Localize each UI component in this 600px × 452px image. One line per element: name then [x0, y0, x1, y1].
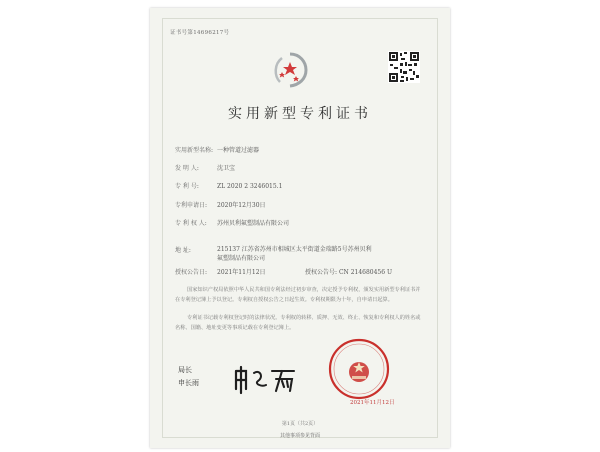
field-value: 2021年11月12日 — [217, 269, 266, 276]
patentee-field — [175, 218, 289, 227]
certificate-paragraph-1: 国家知识产权局依照中华人民共和国专利法经过初步审查，决定授予专利权，颁发实用新型专利证书并在专利登记簿上予以登记。专利权自授权公告之日起生效。专利权期限为十年，自申请日起算。 — [175, 287, 421, 303]
patent-number-field — [175, 181, 282, 190]
field-value: CN 214680456 U — [338, 269, 393, 276]
certificate-sheet — [150, 8, 450, 448]
field-label: 专 利 号: — [175, 183, 199, 190]
field-value: 2020年12月30日 — [217, 202, 266, 209]
grant-number-field — [305, 267, 392, 276]
certificate-title: 实用新型专利证书 — [228, 106, 372, 122]
field-value: ZL 2020 2 3246015.1 — [217, 183, 283, 190]
director-label: 局长 — [178, 366, 192, 374]
certificate-paragraph-2: 专利证书记载专利权登记时的法律状况。专利权的转移、质押、无效、终止、恢复和专利权人的姓名或名称、国籍、地址变更等事项记载在专利登记簿上。 — [175, 315, 421, 331]
official-seal — [328, 338, 390, 400]
field-label: 实用新型名称: — [175, 147, 214, 154]
address-value — [217, 245, 422, 263]
field-label: 专 利 权 人: — [175, 220, 207, 227]
director-signature — [232, 365, 300, 395]
field-label: 授权公告日: — [175, 269, 208, 276]
page-number: 第1页（共2页） — [281, 421, 319, 427]
qr-code-icon — [388, 51, 420, 83]
field-label: 授权公告号: — [305, 269, 338, 276]
address-line-1: 215137 江苏省苏州市相城区太平街道金瑞路5号苏州贝利 — [217, 246, 372, 253]
footer-note: 其他事项参见背面 — [279, 433, 320, 439]
field-label: 发 明 人: — [175, 165, 199, 172]
field-value: 一种管道过滤器 — [217, 147, 260, 154]
application-date-field — [175, 200, 266, 209]
field-value: 沈卫宝 — [217, 165, 236, 172]
address-line-2: 氟塑制品有限公司 — [217, 255, 266, 262]
field-value: 苏州贝利氟塑制品有限公司 — [217, 220, 290, 227]
field-label: 专利申请日: — [175, 202, 208, 209]
director-name: 申长雨 — [178, 379, 199, 387]
certificate-number: 证书号第14696217号 — [170, 30, 230, 36]
grant-date-field — [175, 267, 266, 276]
address-label: 地 址: — [175, 247, 191, 254]
inventor-field — [175, 163, 235, 172]
seal-date: 2021年11月12日 — [350, 400, 395, 406]
patent-office-emblem-icon — [268, 48, 312, 92]
utility-model-name-field — [175, 145, 259, 154]
